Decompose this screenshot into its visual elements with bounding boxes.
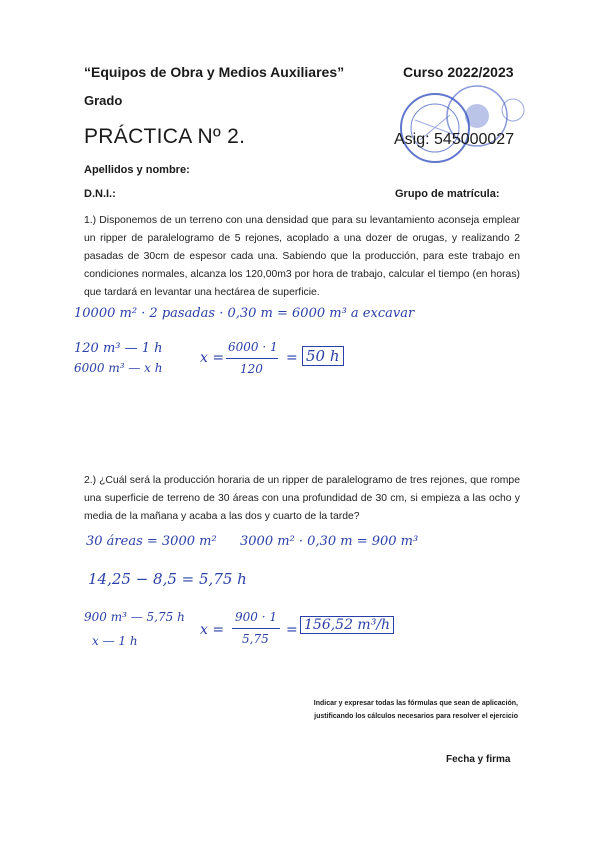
course-year: Curso 2022/2023 <box>403 64 514 80</box>
practice-title: PRÁCTICA Nº 2. <box>84 125 246 148</box>
p1-fraction-numerator: 6000 · 1 <box>228 340 278 354</box>
apellidos-label: Apellidos y nombre: <box>84 164 190 176</box>
p1-fraction-denominator: 120 <box>240 362 263 376</box>
p2-handwriting-line1a: 30 áreas = 3000 m² <box>86 534 217 549</box>
p2-handwriting-line1b: 3000 m² · 0,30 m = 900 m³ <box>240 534 419 549</box>
p1-rule-b: 6000 m³ — x h <box>74 361 163 375</box>
problem-1-statement: 1.) Disponemos de un terreno con una densidad que para su levantamiento aconseja emplear un ripper de paralelogramo de 5 rejones, acoplado a una dozer de orugas, y realizando 2 pasadas de 30cm de espesor cada una. Sabiendo que la producción, para este trabajo en condiciones normales, alcanza los 120,00m3 por hora de trabajo, calcular el tiempo (en horas) que tardará en levantar una hectárea de superficie. <box>84 215 520 298</box>
p1-handwriting-line1: 10000 m² · 2 pasadas · 0,30 m = 6000 m³ a excavar <box>74 306 415 321</box>
asignatura-code: Asig: 545000027 <box>394 131 515 148</box>
grado-label: Grado <box>84 93 123 108</box>
p2-equals-sign: = <box>286 622 298 638</box>
p2-handwriting-line2: 14,25 − 8,5 = 5,75 h <box>88 570 247 588</box>
p2-rule-a: 900 m³ — 5,75 h <box>84 610 185 624</box>
instructions-footer <box>250 697 518 723</box>
p2-fraction-numerator: 900 · 1 <box>235 610 277 624</box>
problem-2-statement: 2.) ¿Cuál será la producción horaria de un ripper de paralelogramo de tres rejones, que rompe una superficie de terreno de 30 áreas con una profundidad de 30 cm, si empieza a las ocho y media de la mañana y acaba a las dos y cuarto de la tarde? <box>84 475 520 522</box>
p1-equals-sign: = <box>286 350 298 366</box>
dni-label: D.N.I.: <box>84 188 116 200</box>
p2-fraction-denominator: 5,75 <box>242 632 269 646</box>
p2-rule-b: x — 1 h <box>92 634 138 648</box>
p1-result: 50 h <box>302 346 344 366</box>
course-title: “Equipos de Obra y Medios Auxiliares” <box>84 64 345 80</box>
p1-x-equals: x = <box>200 350 225 366</box>
university-stamp-icon <box>395 80 535 175</box>
instructions-line-2: justificando los cálculos necesarios para resolver el ejercicio <box>314 713 518 720</box>
p2-x-equals: x = <box>200 622 225 638</box>
instructions-line-1: Indicar y expresar todas las fórmulas que sean de aplicación, <box>313 700 518 707</box>
fecha-y-firma-label: Fecha y firma <box>446 754 511 765</box>
p2-result: 156,52 m³/h <box>300 616 394 634</box>
p2-fraction-bar <box>232 628 280 629</box>
p1-fraction-bar <box>226 358 278 359</box>
grupo-label: Grupo de matrícula: <box>395 188 500 200</box>
p1-rule-a: 120 m³ — 1 h <box>74 341 163 356</box>
